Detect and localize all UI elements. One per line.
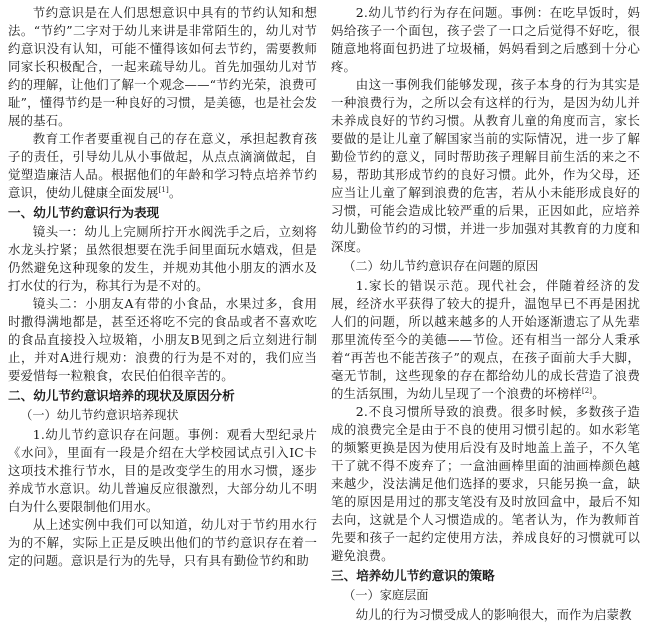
citation: [1]	[158, 185, 169, 194]
right-column	[331, 4, 640, 622]
paragraph-text: 教育工作者要重视自己的存在意义，承担起教育孩子的责任，引导幼儿从小事做起，从点点滴滴做起，自觉塑造廉洁人品。根据他们的年龄和学习特点培养节约意识，使幼儿健康全面发展	[8, 131, 317, 200]
paragraph: 2.幼儿节约行为存在问题。事例：在吃早饭时，妈妈给孩子一个面包，孩子尝了一口之后觉得不好吃，很随意地将面包扔进了垃圾桶，妈妈看到之后感到十分心疼。	[331, 5, 640, 74]
paragraph: 由这一事例我们能够发现，孩子本身的行为其实是一种浪费行为，之所以会有这样的行为，是因为幼儿并未养成良好的节约习惯。从教育儿童的角度而言，家长要做的是让儿童了解国家当前的实际情况，进一步了解勤俭节约的意义，同时帮助孩子理解目前生活的来之不易，帮助其形成节约的良好习惯。此外，作为父母，还应当让儿童了解到浪费的危害，若从小未能形成良好的习惯，可能会造成比较严重的后果，正因如此，应培养幼儿勤俭节约的习惯，并进一步加强对其教育的力度和深度。	[331, 77, 640, 254]
section-heading: 一、幼儿节约意识行为表现	[8, 205, 160, 220]
paragraph-end: 。	[592, 386, 605, 401]
subsection-heading: （一）幼儿节约意识培养现状	[20, 408, 179, 422]
paragraph: 从上述实例中我们可以知道，幼儿对于节约用水行为的不解，实际上正是反映出他们的节约意识存在着一定的问题。意识是行为的先导，只有具有勤俭节约和助	[8, 517, 317, 568]
paragraph: 镜头二：小朋友A有带的小食品，水果过多，食用时撒得满地都是，甚至还将吃不完的食品或者不喜欢吃的食品直接投入垃圾箱，小朋友B见到之后立刻进行制止，并对A进行规劝：浪费的行为是不对的，我们应当要爱惜每一粒粮食，农民伯伯很辛苦的。	[8, 296, 317, 383]
citation: [2]	[581, 386, 593, 395]
paragraph	[331, 277, 640, 403]
paragraph-end: 。	[168, 185, 182, 200]
paragraph	[8, 130, 317, 202]
left-column	[8, 4, 317, 595]
section-heading: 三、培养幼儿节约意识的策略	[331, 568, 495, 583]
section-heading: 二、幼儿节约意识培养的现状及原因分析	[8, 388, 235, 403]
paragraph: 镜头一：幼儿上完厕所拧开水阀洗手之后，立刻将水龙头拧紧；虽然很想要在洗手间里面玩水嬉戏，但是仍然避免这种现象的发生，并规劝其他小朋友的洒水及打水仗的行为，称其行为是不对的。	[8, 224, 317, 293]
paragraph: 1.幼儿节约意识存在问题。事例：观看大型纪录片《水问》，里面有一段是介绍在大学校园试点引入IC卡这项技术推行节水，目的是改变学生的用水习惯，逐步养成节水意识。幼儿普遍反应很激烈，大部分幼儿不明白为什么要限制他们用水。	[8, 427, 317, 514]
paragraph: 幼儿的行为习惯受成人的影响很大，而作为启蒙教	[355, 607, 632, 622]
paragraph: 2.不良习惯所导致的浪费。很多时候，多数孩子造成的浪费完全是由于不良的使用习惯引起的。如水彩笔的频繁更换是因为使用后没有及时地盖上盖子，不久笔干了就不得不废弃了；一盒油画棒里面的油画棒颜色越来越少，没法满足他们选择的要求，只能另换一盒，缺笔的原因是用过的那支笔没有及时放回盒中，最后不知去向，这就是个人习惯造成的。笔者认为，作为教师首先要和孩子一起约定使用方法，养成良好的习惯就可以避免浪费。	[331, 404, 640, 563]
paragraph: 节约意识是在人们思想意识中具有的节约认知和想法。“节约”二字对于幼儿来讲是非常陌生的，幼儿对节约意识没有认知，可能不懂得该如何去节约，需要教师同家长积极配合，一起来疏导幼儿。首先加强幼儿对节约的理解，让他们了解一个观念——“节约光荣，浪费可耻”，懂得节约是一种良好的习惯，是美德，也是社会发展的基石。	[8, 5, 317, 128]
subsection-heading: （二）幼儿节约意识存在问题的原因	[343, 259, 539, 273]
paragraph-text: 1.家长的错误示范。现代社会，伴随着经济的发展，经济水平获得了较大的提升，温饱早已不再是困扰人们的问题，所以越来越多的人开始逐渐遗忘了从先辈那里流传至今的美德——节俭。还有相当一部分人秉承着“再苦也不能苦孩子”的观点，在孩子面前大手大脚，毫无节制，这些现象的存在都给幼儿的成长营造了浪费的生活氛围，为幼儿呈现了一个浪费的坏榜样	[331, 278, 640, 401]
subsection-heading: （一）家庭层面	[343, 588, 429, 602]
